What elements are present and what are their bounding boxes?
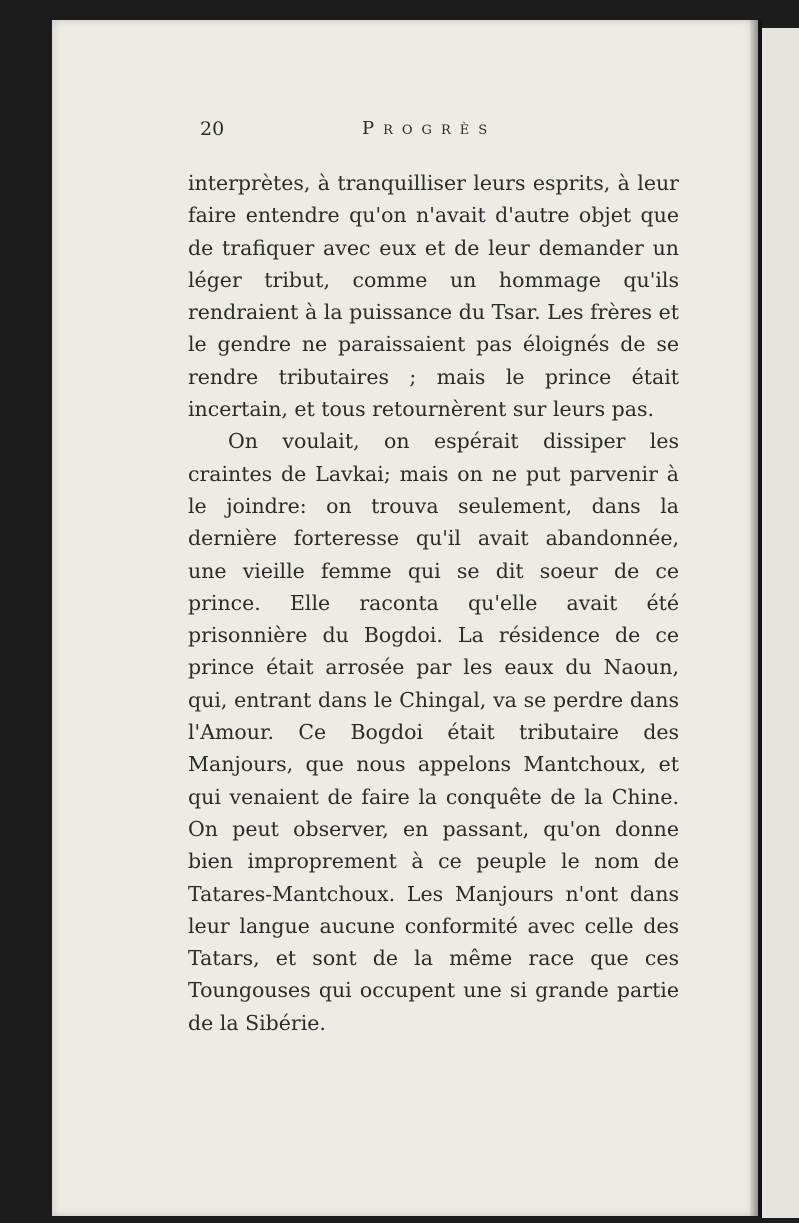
running-title: Progrès xyxy=(362,118,497,139)
paragraph-1: interprètes, à tranquilliser leurs esprits, à leur faire entendre qu'on n'avait d'autre objet que de trafiquer avec eux et de leur demander un léger tribut, comme un hommage qu'ils rendraient à la puissance du Tsar. Les frères et le gendre ne paraissaient pas éloignés de se rendre tributaires ; mais le prince était incertain, et tous retournèrent sur leurs pas. xyxy=(188,171,679,422)
body-text xyxy=(188,167,679,1039)
page-header xyxy=(200,118,600,148)
facing-page-edge xyxy=(760,28,799,1218)
page-number: 20 xyxy=(200,118,225,140)
paragraph-2: On voulait, on espérait dissiper les craintes de Lavkai; mais on ne put parvenir à le joindre: on trouva seulement, dans la dernière forteresse qu'il avait abandonnée, une vieille femme qui se dit soeur de ce prince. Elle raconta qu'elle avait été prisonnière du Bogdoi. La résidence de ce prince était arrosée par les eaux du Naoun, qui, entrant dans le Chingal, va se perdre dans l'Amour. Ce Bogdoi était tributaire des Manjours, que nous appelons Mantchoux, et qui venaient de faire la conquête de la Chine. On peut observer, en passant, qu'on donne bien improprement à ce peuple le nom de Tatares-Mantchoux. Les Manjours n'ont dans leur langue aucune conformité avec celle des Tatars, et sont de la même race que ces Toungouses qui occupent une si grande partie de la Sibérie. xyxy=(188,429,679,1035)
